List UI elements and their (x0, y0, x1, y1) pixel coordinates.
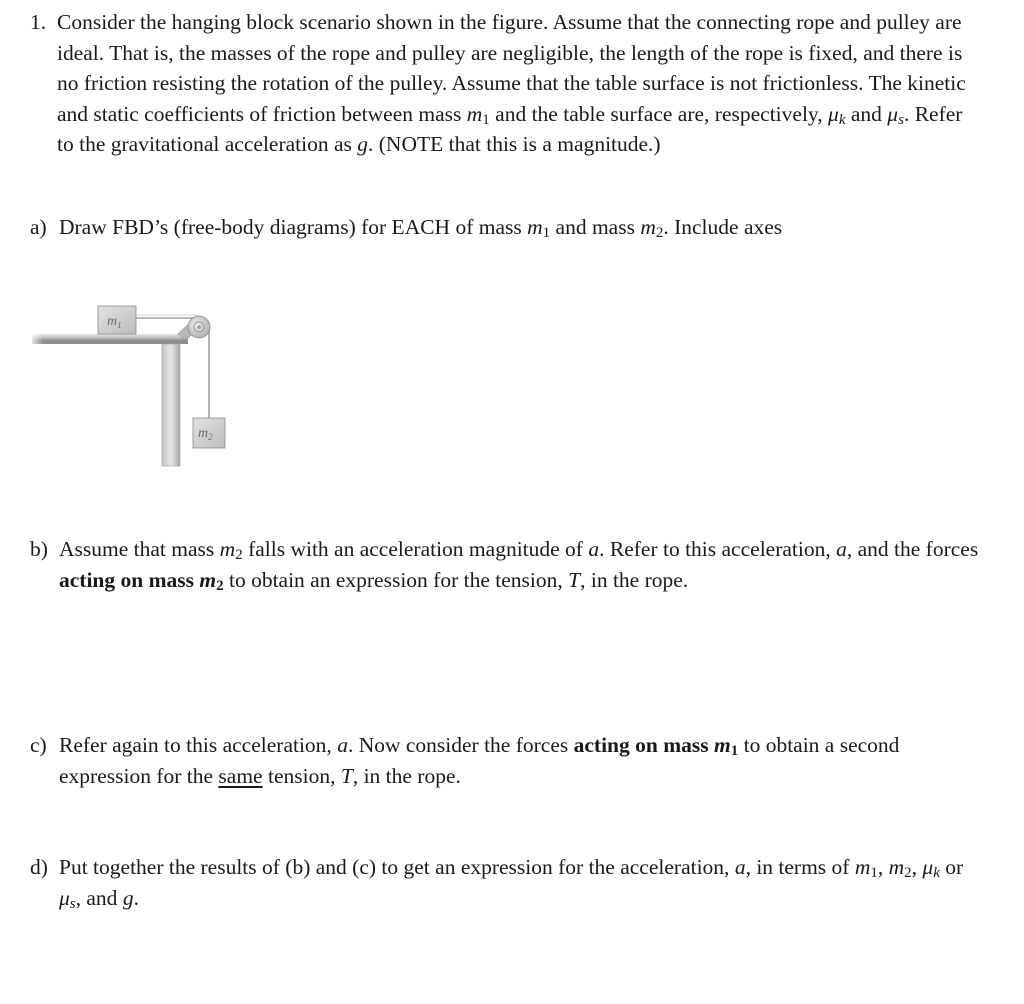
part-b-label: b) (30, 537, 48, 561)
hanging-block-figure (28, 300, 228, 468)
part-d-label: d) (30, 855, 48, 879)
table (28, 332, 188, 466)
part-b: b) Assume that mass $m_2$ falls with an acceleration magnitude of a. Refer to this acceleration, a, and the forces acting on mass $m_2$ to obtain an expression for the tension, T, in the rope. (30, 534, 990, 595)
pulley (178, 316, 210, 340)
part-a-label: a) (30, 215, 47, 239)
block-m1 (98, 306, 136, 334)
problem-statement (30, 7, 980, 160)
block-m2 (193, 418, 225, 448)
svg-text:m1: $m_1$ (107, 314, 122, 330)
part-a: a) Draw FBD’s (free-body diagrams) for EACH of mass $m_1$ and mass $m_2$. Include axes (30, 212, 990, 243)
problem-number: 1. (30, 10, 47, 34)
part-c-label: c) (30, 733, 47, 757)
same-underlined: same (218, 763, 263, 788)
part-d: d) Put together the results of (b) and (c) to get an expression for the acceleration, a, in terms of $m_1$, $m_2$, $\mu_k$ or $\mu_s$, and g. (30, 852, 990, 913)
problem-intro: 1. Consider the hanging block scenario shown in the figure. Assume that the connecting rope and pulley are ideal. That is, the masses of the rope and pulley are negligible, the length of the rope is fixed, and there is no friction resisting the rotation of the pulley. Assume that the table surface is not frictionless. The kinetic and static coefficients of friction between mass $m_1$ and the table surface are, respectively, $\mu_k$ and $\mu_s$. Refer to the gravitational acceleration as g. (NOTE that this is a magnitude.) (30, 7, 980, 160)
svg-text:m2: $m_2$ (198, 426, 213, 442)
part-c: c) Refer again to this acceleration, a. Now consider the forces acting on mass $m_1$ to obtain a second expression for the same tension, T, in the rope. (30, 730, 990, 791)
